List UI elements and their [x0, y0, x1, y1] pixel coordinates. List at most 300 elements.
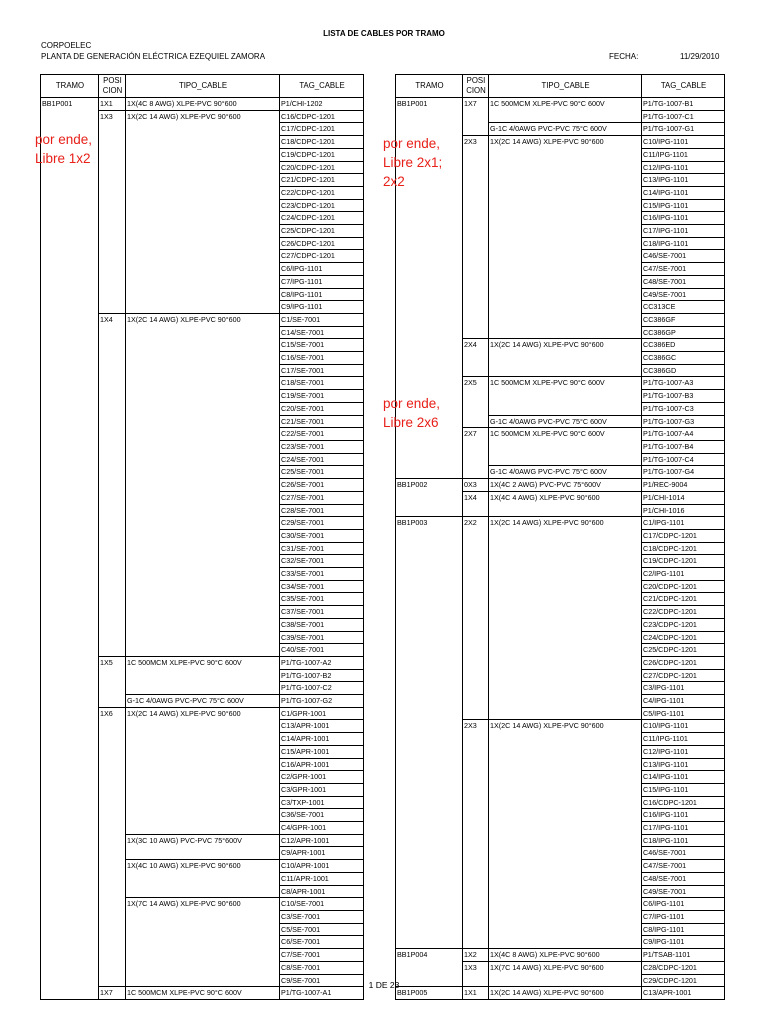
- table-row: [41, 428, 364, 441]
- cell-posicion: [99, 199, 126, 212]
- cell-posicion: [99, 402, 126, 415]
- cell-tipo-cable: [489, 593, 642, 606]
- cell-posicion: [99, 529, 126, 542]
- cell-tag-cable: C17/SE-7001: [280, 364, 364, 377]
- cell-tipo-cable: [489, 263, 642, 276]
- table-row: [396, 923, 725, 936]
- table-row: [41, 758, 364, 771]
- date-label: FECHA:: [609, 52, 639, 61]
- cell-posicion: [463, 352, 489, 365]
- cell-posicion: [463, 758, 489, 771]
- cell-tag-cable: CC386GC: [642, 352, 725, 365]
- cell-tag-cable: C14/IPG-1101: [642, 186, 725, 199]
- cell-posicion: [463, 529, 489, 542]
- cell-tramo: [41, 949, 99, 962]
- table-row: [396, 491, 725, 504]
- cell-tramo: [41, 796, 99, 809]
- cell-tramo: [396, 225, 463, 238]
- cell-tag-cable: C11/IPG-1101: [642, 733, 725, 746]
- cell-tipo-cable: [489, 529, 642, 542]
- cell-tipo-cable: [126, 440, 280, 453]
- cell-posicion: [463, 618, 489, 631]
- cell-posicion: [463, 123, 489, 136]
- table-row: [41, 225, 364, 238]
- table-row: [41, 961, 364, 974]
- table-row: [396, 631, 725, 644]
- cell-tag-cable: C11/IPG-1101: [642, 148, 725, 161]
- cell-tipo-cable: 1X(2C 14 AWG) XLPE-PVC 90°600: [126, 313, 280, 326]
- cell-tag-cable: C8/IPG-1101: [280, 288, 364, 301]
- table-row: [41, 606, 364, 619]
- cell-posicion: [99, 237, 126, 250]
- cell-tramo: [396, 466, 463, 479]
- table-row: [396, 466, 725, 479]
- cell-posicion: [463, 923, 489, 936]
- table-row: [41, 288, 364, 301]
- cell-tramo: [41, 415, 99, 428]
- cell-tag-cable: C17/CDPC-1201: [642, 529, 725, 542]
- table-row: [396, 453, 725, 466]
- cell-posicion: [463, 834, 489, 847]
- cell-tag-cable: C2/GPR-1001: [280, 771, 364, 784]
- table-row: [396, 783, 725, 796]
- cell-tipo-cable: [489, 758, 642, 771]
- cell-tipo-cable: [489, 225, 642, 238]
- table-row: [396, 301, 725, 314]
- cell-tag-cable: C7/SE-7001: [280, 949, 364, 962]
- header-tramo: TRAMO: [41, 75, 99, 98]
- cell-tag-cable: C12/IPG-1101: [642, 161, 725, 174]
- cell-posicion: [99, 783, 126, 796]
- cell-posicion: [99, 415, 126, 428]
- cell-tramo: [396, 783, 463, 796]
- cell-posicion: [99, 568, 126, 581]
- table-row: [396, 288, 725, 301]
- cell-tramo: [41, 809, 99, 822]
- cell-posicion: [463, 936, 489, 949]
- cell-tag-cable: C26/SE-7001: [280, 479, 364, 492]
- cell-posicion: 1X3: [463, 961, 489, 974]
- cell-tag-cable: C2/IPG-1101: [642, 568, 725, 581]
- cell-tipo-cable: 1X(2C 14 AWG) XLPE-PVC 90°600: [489, 339, 642, 352]
- table-row: [396, 758, 725, 771]
- cell-tag-cable: C15/IPG-1101: [642, 783, 725, 796]
- cell-tramo: [396, 745, 463, 758]
- cell-posicion: [463, 301, 489, 314]
- cell-posicion: 2X2: [463, 517, 489, 530]
- table-row: [396, 555, 725, 568]
- cell-tag-cable: P1/TG-1007-B3: [642, 390, 725, 403]
- cell-tipo-cable: [126, 529, 280, 542]
- cell-tipo-cable: [126, 631, 280, 644]
- cell-posicion: [463, 402, 489, 415]
- cell-tag-cable: C7/IPG-1101: [280, 275, 364, 288]
- cell-tramo: [41, 186, 99, 199]
- table-row: [41, 745, 364, 758]
- cell-tipo-cable: 1C 500MCM XLPE-PVC 90°C 600V: [489, 428, 642, 441]
- table-row: [396, 110, 725, 123]
- cell-posicion: [99, 301, 126, 314]
- cell-posicion: [99, 809, 126, 822]
- table-row: [396, 390, 725, 403]
- table-row: [41, 275, 364, 288]
- cell-posicion: [99, 682, 126, 695]
- cell-tag-cable: C49/SE-7001: [642, 288, 725, 301]
- cell-posicion: [463, 186, 489, 199]
- cell-posicion: [99, 428, 126, 441]
- table-row: [396, 733, 725, 746]
- cell-posicion: [463, 326, 489, 339]
- cell-tipo-cable: [126, 377, 280, 390]
- cell-posicion: [99, 860, 126, 873]
- cell-tipo-cable: 1C 500MCM XLPE-PVC 90°C 600V: [489, 98, 642, 111]
- cell-tag-cable: C38/SE-7001: [280, 618, 364, 631]
- table-row: [41, 491, 364, 504]
- cell-tag-cable: P1/TG-1007-G2: [280, 695, 364, 708]
- cell-tag-cable: C17/CDPC-1201: [280, 123, 364, 136]
- cell-tag-cable: C17/IPG-1101: [642, 822, 725, 835]
- cell-tipo-cable: [126, 250, 280, 263]
- header-tramo: TRAMO: [396, 75, 463, 98]
- cell-tramo: [41, 491, 99, 504]
- cell-tramo: [396, 771, 463, 784]
- cell-tipo-cable: 1X(4C 2 AWG) PVC-PVC 75°600V: [489, 479, 642, 492]
- cell-tipo-cable: [126, 288, 280, 301]
- cell-tramo: [396, 593, 463, 606]
- cell-posicion: [463, 847, 489, 860]
- cell-tramo: [41, 783, 99, 796]
- header-tag-cable: TAG_CABLE: [280, 75, 364, 98]
- cell-tipo-cable: 1X(7C 14 AWG) XLPE-PVC 90°600: [126, 898, 280, 911]
- cell-tramo: [396, 758, 463, 771]
- cell-tipo-cable: [126, 822, 280, 835]
- cell-tag-cable: P1/TG-1007-B4: [642, 440, 725, 453]
- cell-posicion: [463, 237, 489, 250]
- cell-tag-cable: C5/IPG-1101: [642, 707, 725, 720]
- cell-tramo: [396, 720, 463, 733]
- cell-tag-cable: C26/CDPC-1201: [642, 656, 725, 669]
- cell-posicion: 1X5: [99, 656, 126, 669]
- cell-tipo-cable: 1C 500MCM XLPE-PVC 90°C 600V: [489, 377, 642, 390]
- cell-posicion: 1X4: [463, 491, 489, 504]
- cell-tag-cable: C18/CDPC-1201: [642, 542, 725, 555]
- cell-tramo: [396, 733, 463, 746]
- cell-posicion: 2X7: [463, 428, 489, 441]
- table-row: [41, 237, 364, 250]
- cell-tag-cable: C30/SE-7001: [280, 529, 364, 542]
- cell-tramo: BB1P001: [396, 98, 463, 111]
- cell-tag-cable: C9/APR-1001: [280, 847, 364, 860]
- cell-tag-cable: C18/IPG-1101: [642, 237, 725, 250]
- cell-posicion: [99, 733, 126, 746]
- cell-tag-cable: CC386GP: [642, 326, 725, 339]
- cell-posicion: [99, 580, 126, 593]
- table-row: [41, 618, 364, 631]
- cell-tramo: [396, 212, 463, 225]
- cell-tag-cable: C21/SE-7001: [280, 415, 364, 428]
- table-row: [396, 771, 725, 784]
- table-row: [41, 212, 364, 225]
- cell-tag-cable: CC386GD: [642, 364, 725, 377]
- cell-tramo: [396, 669, 463, 682]
- cell-posicion: [99, 872, 126, 885]
- table-row: [41, 326, 364, 339]
- cell-tag-cable: C16/CDPC-1201: [642, 796, 725, 809]
- cell-tag-cable: C25/CDPC-1201: [642, 644, 725, 657]
- cell-tipo-cable: [126, 949, 280, 962]
- table-row: [41, 263, 364, 276]
- cell-tipo-cable: [489, 847, 642, 860]
- cell-tag-cable: C24/CDPC-1201: [642, 631, 725, 644]
- table-row: [396, 593, 725, 606]
- cell-tramo: [41, 618, 99, 631]
- cell-tipo-cable: [489, 695, 642, 708]
- table-row: [396, 898, 725, 911]
- cell-tramo: [396, 529, 463, 542]
- cell-tramo: [396, 250, 463, 263]
- cell-tramo: [41, 580, 99, 593]
- cell-tipo-cable: [126, 936, 280, 949]
- cell-tramo: [41, 402, 99, 415]
- cell-tag-cable: C19/CDPC-1201: [642, 555, 725, 568]
- cell-posicion: [463, 885, 489, 898]
- table-row: [41, 656, 364, 669]
- cell-posicion: [463, 669, 489, 682]
- cell-tipo-cable: [126, 237, 280, 250]
- table-row: [396, 136, 725, 149]
- cell-tipo-cable: [489, 555, 642, 568]
- cell-tramo: [396, 555, 463, 568]
- table-row: [41, 377, 364, 390]
- cell-posicion: [99, 288, 126, 301]
- cell-tramo: [396, 580, 463, 593]
- table-row: [41, 174, 364, 187]
- cell-tipo-cable: 1X(7C 14 AWG) XLPE-PVC 90°600: [489, 961, 642, 974]
- cell-posicion: 0X3: [463, 479, 489, 492]
- cell-posicion: [99, 123, 126, 136]
- cell-posicion: [463, 148, 489, 161]
- cell-tipo-cable: [126, 352, 280, 365]
- cell-tramo: [396, 695, 463, 708]
- table-row: [396, 682, 725, 695]
- table-row: [396, 834, 725, 847]
- cell-posicion: [99, 275, 126, 288]
- cell-tipo-cable: [489, 453, 642, 466]
- table-row: [41, 364, 364, 377]
- cell-tramo: [396, 326, 463, 339]
- cell-posicion: [463, 313, 489, 326]
- cell-posicion: [99, 644, 126, 657]
- cell-tramo: [41, 466, 99, 479]
- cell-posicion: [99, 440, 126, 453]
- table-row: [41, 949, 364, 962]
- cell-tag-cable: C39/SE-7001: [280, 631, 364, 644]
- cell-tramo: [41, 568, 99, 581]
- cell-tipo-cable: 1X(2C 14 AWG) XLPE-PVC 90°600: [489, 517, 642, 530]
- cell-posicion: [99, 949, 126, 962]
- cell-posicion: [99, 491, 126, 504]
- cell-tramo: [41, 822, 99, 835]
- cell-tipo-cable: [489, 809, 642, 822]
- cell-tag-cable: C15/SE-7001: [280, 339, 364, 352]
- cell-tramo: [41, 669, 99, 682]
- table-row: [41, 847, 364, 860]
- date-value: 11/29/2010: [680, 52, 720, 61]
- table-row: [396, 885, 725, 898]
- cell-posicion: [463, 911, 489, 924]
- table-row: [396, 326, 725, 339]
- cell-tipo-cable: [489, 542, 642, 555]
- cell-tramo: [396, 606, 463, 619]
- cell-tramo: [41, 707, 99, 720]
- cell-tag-cable: C20/SE-7001: [280, 402, 364, 415]
- cell-tipo-cable: [126, 733, 280, 746]
- cell-tag-cable: C48/SE-7001: [642, 275, 725, 288]
- cell-tramo: [41, 961, 99, 974]
- cell-tipo-cable: [489, 911, 642, 924]
- cell-tipo-cable: [489, 822, 642, 835]
- cell-tipo-cable: [489, 186, 642, 199]
- cell-tipo-cable: [126, 364, 280, 377]
- cell-posicion: [99, 911, 126, 924]
- cell-tipo-cable: [489, 440, 642, 453]
- cell-tipo-cable: [126, 136, 280, 149]
- table-row: [396, 479, 725, 492]
- table-row: [41, 479, 364, 492]
- cell-tramo: [396, 911, 463, 924]
- cell-tag-cable: P1/TG-1007-C2: [280, 682, 364, 695]
- cell-tramo: [396, 961, 463, 974]
- table-row: [396, 542, 725, 555]
- table-row: [396, 161, 725, 174]
- cell-posicion: [463, 606, 489, 619]
- table-row: [396, 745, 725, 758]
- cell-tipo-cable: [489, 250, 642, 263]
- cell-tag-cable: C9/SE-7001: [280, 974, 364, 987]
- cell-tramo: BB1P004: [396, 949, 463, 962]
- cell-posicion: [463, 555, 489, 568]
- table-row: [396, 529, 725, 542]
- cell-tag-cable: C16/SE-7001: [280, 352, 364, 365]
- table-row: [41, 809, 364, 822]
- cell-tipo-cable: [126, 669, 280, 682]
- table-row: [396, 822, 725, 835]
- cell-tag-cable: C35/SE-7001: [280, 593, 364, 606]
- cell-tramo: [396, 847, 463, 860]
- cell-tipo-cable: [126, 479, 280, 492]
- table-row: [41, 250, 364, 263]
- cell-tramo: [41, 631, 99, 644]
- cell-posicion: [99, 771, 126, 784]
- cell-tipo-cable: [489, 834, 642, 847]
- cell-tag-cable: CC386GF: [642, 313, 725, 326]
- cell-tramo: [396, 809, 463, 822]
- cell-tramo: [41, 428, 99, 441]
- cell-tipo-cable: [126, 593, 280, 606]
- table-row: [396, 428, 725, 441]
- cell-tipo-cable: [489, 783, 642, 796]
- table-row: [41, 822, 364, 835]
- cell-posicion: [463, 695, 489, 708]
- cell-tramo: [41, 745, 99, 758]
- cell-tipo-cable: [489, 275, 642, 288]
- table-row: [396, 199, 725, 212]
- cell-tramo: [41, 326, 99, 339]
- table-row: [41, 771, 364, 784]
- cell-posicion: [99, 618, 126, 631]
- cell-tipo-cable: [489, 580, 642, 593]
- cell-tag-cable: C13/APR-1001: [280, 720, 364, 733]
- cell-tag-cable: C12/IPG-1101: [642, 745, 725, 758]
- table-row: [396, 313, 725, 326]
- cell-tramo: [41, 606, 99, 619]
- table-row: [396, 212, 725, 225]
- cell-posicion: [463, 822, 489, 835]
- cell-posicion: [463, 390, 489, 403]
- cell-posicion: [99, 542, 126, 555]
- cell-tramo: [396, 301, 463, 314]
- cell-tipo-cable: 1X(4C 8 AWG) XLPE-PVC 90°600: [489, 949, 642, 962]
- cell-tag-cable: C20/CDPC-1201: [642, 580, 725, 593]
- cell-tipo-cable: [489, 618, 642, 631]
- cell-posicion: [99, 479, 126, 492]
- cell-posicion: [463, 440, 489, 453]
- cell-posicion: [463, 898, 489, 911]
- cell-tipo-cable: [489, 745, 642, 758]
- cell-tramo: [396, 199, 463, 212]
- cell-tag-cable: C14/APR-1001: [280, 733, 364, 746]
- cell-tipo-cable: [489, 733, 642, 746]
- cell-posicion: [99, 377, 126, 390]
- table-row: [41, 872, 364, 885]
- table-row: [396, 440, 725, 453]
- cell-tag-cable: C5/SE-7001: [280, 923, 364, 936]
- cell-tramo: [396, 898, 463, 911]
- table-row: [41, 352, 364, 365]
- cell-tramo: [41, 517, 99, 530]
- cell-posicion: [463, 796, 489, 809]
- cell-tramo: [41, 847, 99, 860]
- cell-tramo: [41, 771, 99, 784]
- cell-tipo-cable: [489, 872, 642, 885]
- cell-tag-cable: C46/SE-7001: [642, 847, 725, 860]
- cell-posicion: [99, 834, 126, 847]
- table-row: [41, 453, 364, 466]
- cell-tag-cable: C6/IPG-1101: [280, 263, 364, 276]
- table-row: [41, 415, 364, 428]
- cell-posicion: [99, 745, 126, 758]
- cell-tramo: [396, 237, 463, 250]
- cell-posicion: [99, 720, 126, 733]
- cell-tipo-cable: 1C 500MCM XLPE-PVC 90°C 600V: [126, 656, 280, 669]
- cell-tipo-cable: [489, 161, 642, 174]
- cell-tipo-cable: [126, 911, 280, 924]
- cell-tramo: [396, 885, 463, 898]
- cell-tag-cable: C22/CDPC-1201: [642, 606, 725, 619]
- cell-posicion: [99, 453, 126, 466]
- cell-posicion: 1X1: [463, 987, 489, 1000]
- cell-posicion: [463, 161, 489, 174]
- cell-tag-cable: C4/IPG-1101: [642, 695, 725, 708]
- cell-posicion: [99, 606, 126, 619]
- table-row: [396, 669, 725, 682]
- table-row: [41, 593, 364, 606]
- cell-tramo: [41, 695, 99, 708]
- table-row: [396, 123, 725, 136]
- cell-tag-cable: C25/SE-7001: [280, 466, 364, 479]
- cell-tramo: [396, 440, 463, 453]
- cell-tipo-cable: [489, 860, 642, 873]
